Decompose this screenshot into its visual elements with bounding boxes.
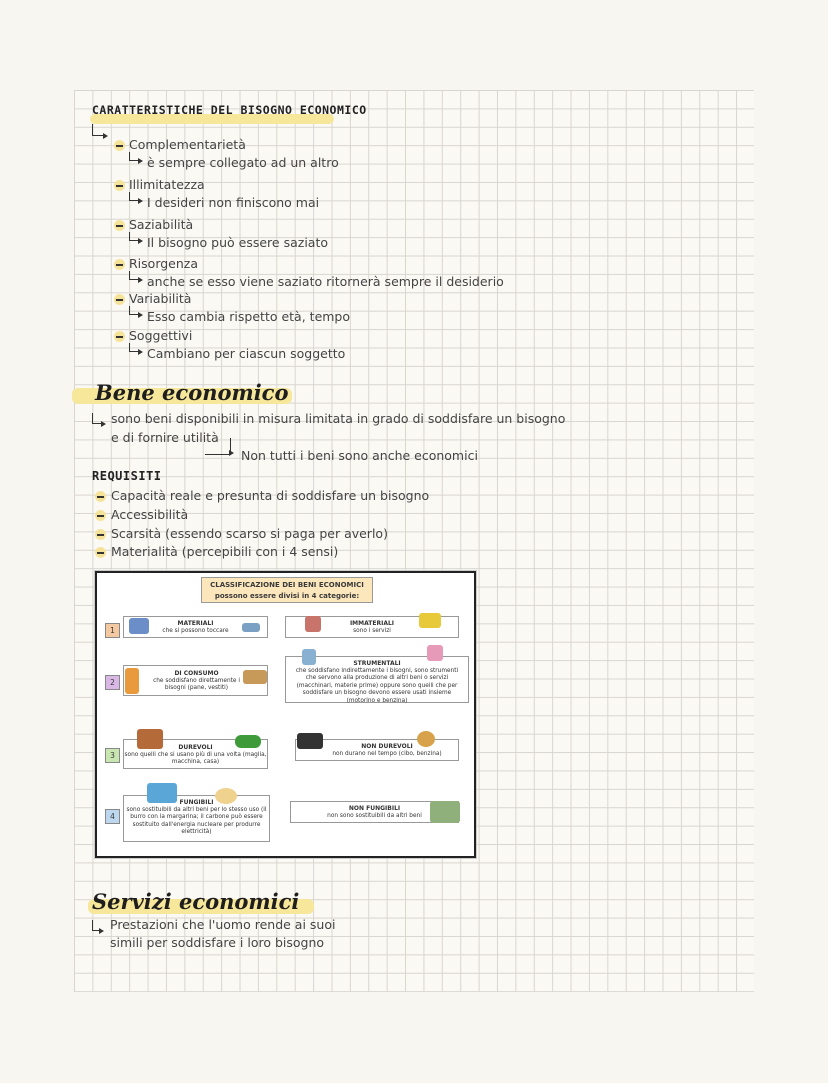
- cell-desc: sono quelli che si usano più di una volta (maglia, macchina, casa): [124, 751, 267, 765]
- category-number: 2: [105, 675, 120, 690]
- feature-description: Il bisogno può essere saziato: [147, 235, 329, 250]
- cell-desc: sono sostituibili da altri beni per lo stesso uso (il burro con la margarina; il carbone può essere sostituito dall'energia nucleare per produrre elettricità): [126, 806, 267, 835]
- definition-line-1: sono beni disponibili in misura limitata in grado di soddisfare un bisogno: [111, 411, 566, 426]
- cell-desc: non sono sostituibili da altri beni: [327, 812, 422, 819]
- bullet-dash-icon: [114, 180, 125, 191]
- bullet-dash-icon: [95, 510, 106, 521]
- requisito-item: Capacità reale e presunta di soddisfare un bisogno: [111, 488, 430, 503]
- cell-title: NON FUNGIBILI: [348, 805, 401, 812]
- fuel-pump-icon: [297, 733, 323, 749]
- requisito-item: Materialità (percepibili con i 4 sensi): [111, 544, 339, 559]
- tool-icon: [302, 649, 316, 665]
- bullet-dash-icon: [95, 491, 106, 502]
- category-number: 3: [105, 748, 120, 763]
- arrow-icon: [92, 124, 103, 136]
- requisito-item: Scarsità (essendo scarso si paga per averlo): [111, 526, 388, 541]
- food-icon: [125, 668, 139, 694]
- scooter-icon: [129, 618, 149, 634]
- section3-title: Servizi economici: [92, 889, 300, 914]
- definition-line-2: e di fornire utilità: [111, 430, 219, 445]
- feature-description: anche se esso viene saziato ritornerà sempre il desiderio: [147, 274, 504, 289]
- note-text: Non tutti i beni sono anche economici: [241, 448, 478, 463]
- arrow-icon: [129, 343, 138, 352]
- feature-description: Cambiano per ciascun soggetto: [147, 346, 346, 361]
- bullet-dash-icon: [114, 140, 125, 151]
- feature-label: Complementarietà: [129, 137, 246, 152]
- section1-title: CARATTERISTICHE DEL BISOGNO ECONOMICO: [92, 103, 367, 117]
- car-icon: [235, 735, 261, 748]
- services-line-2: simili per soddisfare i loro bisogno: [110, 935, 325, 950]
- classification-figure: [95, 571, 476, 858]
- bullet-dash-icon: [95, 529, 106, 540]
- feature-label: Soggettivi: [129, 328, 193, 343]
- cell-title: MATERIALI: [177, 620, 214, 627]
- category-number: 1: [105, 623, 120, 638]
- cell-desc: che si possono toccare: [162, 627, 229, 634]
- bullet-dash-icon: [114, 259, 125, 270]
- arrow-icon: [129, 232, 138, 241]
- taxi-icon: [419, 613, 441, 628]
- worker-icon: [305, 616, 321, 632]
- card-icon: [147, 783, 177, 803]
- bread-icon: [243, 670, 267, 684]
- feature-label: Illimitatezza: [129, 177, 205, 192]
- arrow-icon: [129, 306, 138, 315]
- cell-desc: non durano nel tempo (cibo, benzina): [332, 750, 442, 757]
- bullet-dash-icon: [114, 220, 125, 231]
- arrow-icon: [129, 152, 138, 161]
- cell-title: DI CONSUMO: [174, 670, 219, 677]
- arrow-icon: [92, 920, 99, 931]
- house-icon: [137, 729, 163, 749]
- scene-icon: [430, 801, 460, 823]
- cell-desc: che soddisfano indirettamente i bisogni, sono strumenti che servono alla produzione di altri beni o servizi (macchinari, materie prime) oppure sono quelli che per soddisfare un bisogno devono essere usati insieme (motorino e benzina): [295, 667, 459, 704]
- classification-title: [201, 577, 373, 603]
- arrow-icon: [92, 413, 101, 424]
- cell-title: DUREVOLI: [178, 744, 213, 751]
- feature-label: Variabilità: [129, 291, 192, 306]
- requisito-item: Accessibilità: [111, 507, 189, 522]
- feature-label: Saziabilità: [129, 217, 194, 232]
- feature-description: I desideri non finiscono mai: [147, 195, 320, 210]
- category-cell-fungibili: [123, 795, 270, 842]
- classification-title-line1: CLASSIFICAZIONE DEI BENI ECONOMICI: [210, 581, 364, 589]
- butter-icon: [215, 788, 237, 804]
- cell-title: FUNGIBILI: [179, 799, 214, 806]
- category-number: 4: [105, 809, 120, 824]
- shoe-icon: [242, 623, 260, 632]
- cell-desc: sono i servizi: [353, 627, 391, 634]
- cell-title: NON DUREVOLI: [361, 743, 413, 750]
- requisiti-title: REQUISITI: [92, 469, 162, 483]
- roast-chicken-icon: [417, 731, 435, 747]
- cell-title: STRUMENTALI: [353, 660, 401, 667]
- arrow-icon: [129, 271, 138, 280]
- bullet-dash-icon: [95, 547, 106, 558]
- classification-title-line2: possono essere divisi in 4 categorie:: [214, 592, 360, 600]
- feature-description: è sempre collegato ad un altro: [147, 155, 339, 170]
- services-line-1: Prestazioni che l'uomo rende ai suoi: [110, 917, 336, 932]
- bullet-dash-icon: [114, 331, 125, 342]
- arrow-icon: [129, 192, 138, 201]
- arrowhead-icon: [229, 450, 234, 456]
- cell-title: IMMATERIALI: [349, 620, 395, 627]
- section2-title: Bene economico: [95, 380, 289, 405]
- feature-description: Esso cambia rispetto età, tempo: [147, 309, 351, 324]
- connector-arrow-icon: [205, 438, 231, 455]
- machine-icon: [427, 645, 443, 661]
- feature-label: Risorgenza: [129, 256, 199, 271]
- bullet-dash-icon: [114, 294, 125, 305]
- cell-desc: che soddisfano direttamente i bisogni (pane, vestiti): [153, 677, 240, 691]
